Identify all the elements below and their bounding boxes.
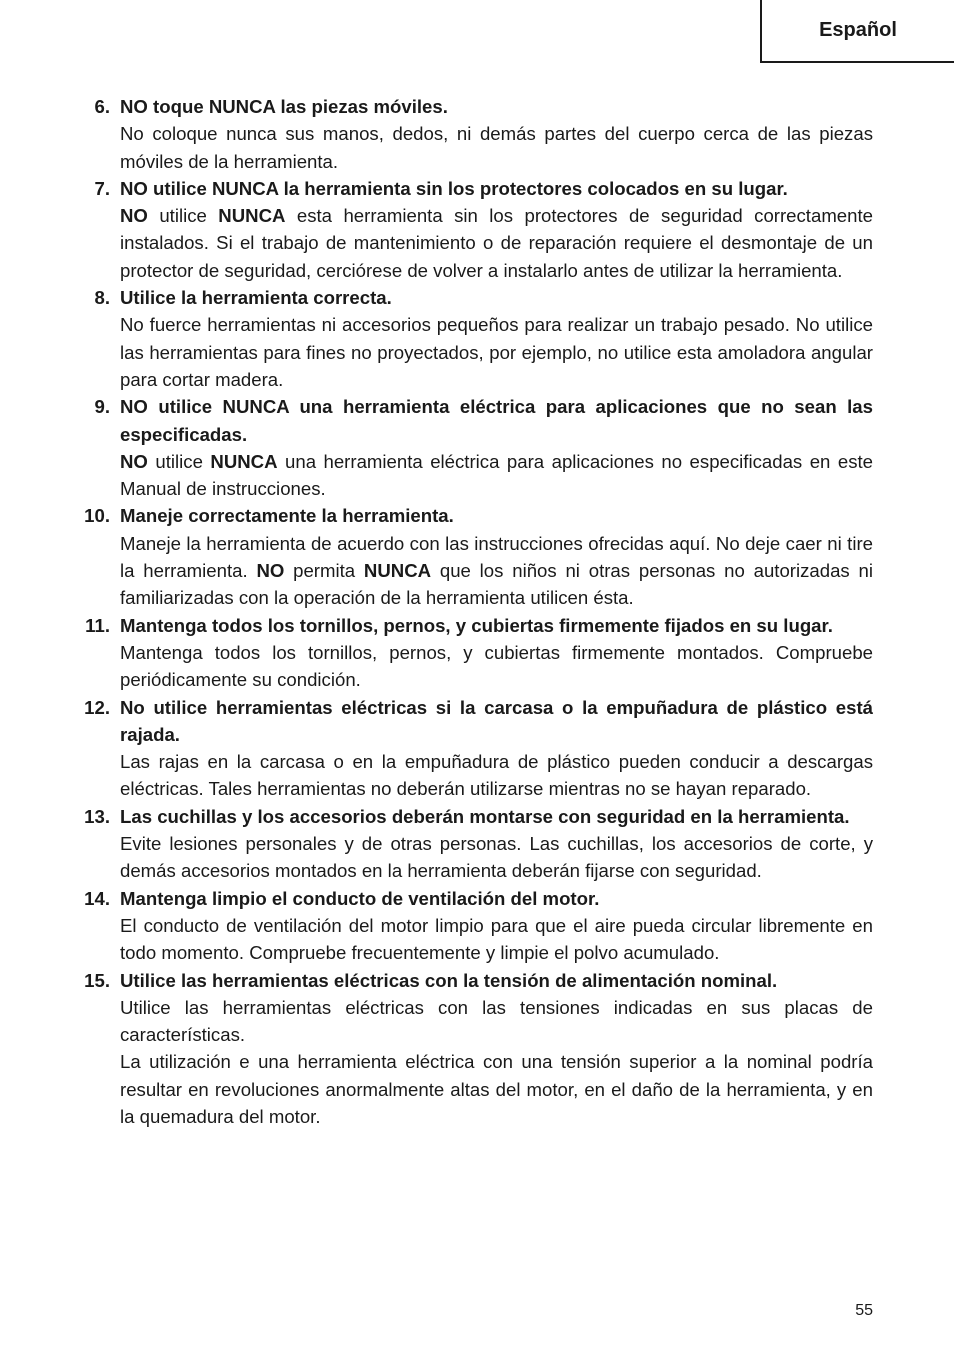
body-text: que los niños ni otras personas no autorizadas ni familiarizadas con la operación de la herramienta utilicen ésta. [120, 560, 873, 609]
item-body [120, 830, 873, 885]
body-text: una herramienta eléctrica para aplicaciones no especificadas en este Manual de instrucciones. [120, 450, 873, 500]
item-body [120, 530, 873, 612]
item-body [120, 448, 873, 503]
language-label: Español [819, 19, 897, 41]
item-number: 12. [84, 696, 110, 718]
emphasis-text: NUNCA [363, 560, 432, 582]
item-body [120, 120, 873, 175]
instruction-item [0, 967, 954, 1131]
item-title: Mantenga limpio el conducto de ventilación del motor. [120, 887, 600, 909]
item-number: 14. [84, 887, 110, 909]
item-body [120, 639, 873, 694]
item-body [120, 748, 873, 803]
item-number: 13. [84, 805, 110, 827]
body-text: Las rajas en la carcasa o en la empuñadura de plástico pueden conducir a descargas eléctricas. Tales herramientas no deberán utilizarse mientras no se hayan reparado. [120, 751, 873, 800]
item-number: 7. [94, 177, 110, 199]
page-number: 55 [855, 1302, 873, 1319]
item-title: NO toque NUNCA las piezas móviles. [120, 96, 448, 117]
item-number: 8. [94, 287, 110, 309]
body-text: Maneje la herramienta de acuerdo con las instrucciones ofrecidas aquí. No deje caer ni tire la herramienta. [120, 532, 873, 582]
item-title: Las cuchillas y los accesorios deberán montarse con seguridad en la herramienta. [120, 805, 850, 827]
body-text: El conducto de ventilación del motor limpio para que el aire pueda circular libremente en todo momento. Compruebe frecuentemente y limpie el polvo acumulado. [120, 914, 873, 964]
item-title: NO utilice NUNCA la herramienta sin los protectores colocados en su lugar. [120, 177, 788, 199]
body-text: utilice [147, 450, 211, 472]
instruction-item [0, 502, 954, 611]
emphasis-text: NUNCA [218, 205, 286, 227]
instruction-item [0, 175, 954, 284]
item-body [120, 1048, 873, 1130]
item-body [120, 912, 873, 967]
instruction-item [0, 612, 954, 694]
item-title: Mantenga todos los tornillos, pernos, y cubiertas firmemente fijados en su lugar. [120, 614, 833, 636]
emphasis-text: NO [256, 560, 285, 582]
instruction-item [0, 93, 954, 175]
body-text: No fuerce herramientas ni accesorios pequeños para realizar un trabajo pesado. No utilice las herramientas para fines no proyectados, por ejemplo, no utilice esta amoladora angular para cortar madera. [120, 314, 873, 390]
body-text: utilice [147, 205, 219, 227]
emphasis-text: NUNCA [210, 450, 278, 472]
item-number: 11. [85, 614, 110, 636]
instruction-item [0, 393, 954, 502]
item-body [120, 311, 873, 393]
body-text: Mantenga todos los tornillos, pernos, y cubiertas firmemente montados. Compruebe periódicamente su condición. [120, 641, 873, 691]
safety-instructions-list [0, 93, 954, 1130]
body-text: La utilización e una herramienta eléctrica con una tensión superior a la nominal podría resultar en revoluciones anormalmente altas del motor, en el daño de la herramienta, y en la quemadura del motor. [120, 1051, 873, 1127]
instruction-item [0, 284, 954, 393]
instruction-item [0, 694, 954, 803]
item-body [120, 994, 873, 1049]
body-text: No coloque nunca sus manos, dedos, ni demás partes del cuerpo cerca de las piezas móviles de la herramienta. [120, 123, 873, 172]
item-number: 15. [84, 969, 110, 991]
item-number: 10. [84, 505, 110, 527]
item-title: No utilice herramientas eléctricas si la carcasa o la empuñadura de plástico está rajada. [120, 696, 873, 745]
emphasis-text: NO [120, 450, 148, 472]
item-title: NO utilice NUNCA una herramienta eléctrica para aplicaciones que no sean las especificadas. [120, 396, 873, 445]
emphasis-text: NO [120, 205, 148, 227]
language-tab [760, 0, 954, 63]
item-title: Utilice la herramienta correcta. [120, 287, 392, 309]
item-title: Maneje correctamente la herramienta. [120, 505, 454, 527]
body-text: Utilice las herramientas eléctricas con las tensiones indicadas en sus placas de características. [120, 996, 873, 1046]
item-number: 9. [94, 396, 110, 418]
item-number: 6. [94, 96, 110, 117]
item-body [120, 202, 873, 284]
body-text: esta herramienta sin los protectores de seguridad correctamente instalados. Si el trabajo de mantenimiento o de reparación requiere el desmontaje de un protector de seguridad, cerciórese de volver a instalarlo antes de utilizar la herramienta. [120, 205, 873, 281]
item-title: Utilice las herramientas eléctricas con la tensión de alimentación nominal. [120, 969, 778, 991]
body-text: permita [284, 560, 364, 582]
instruction-item [0, 803, 954, 885]
instruction-item [0, 885, 954, 967]
body-text: Evite lesiones personales y de otras personas. Las cuchillas, los accesorios de corte, y demás accesorios montados en la herramienta deberán fijarse con seguridad. [120, 833, 873, 882]
